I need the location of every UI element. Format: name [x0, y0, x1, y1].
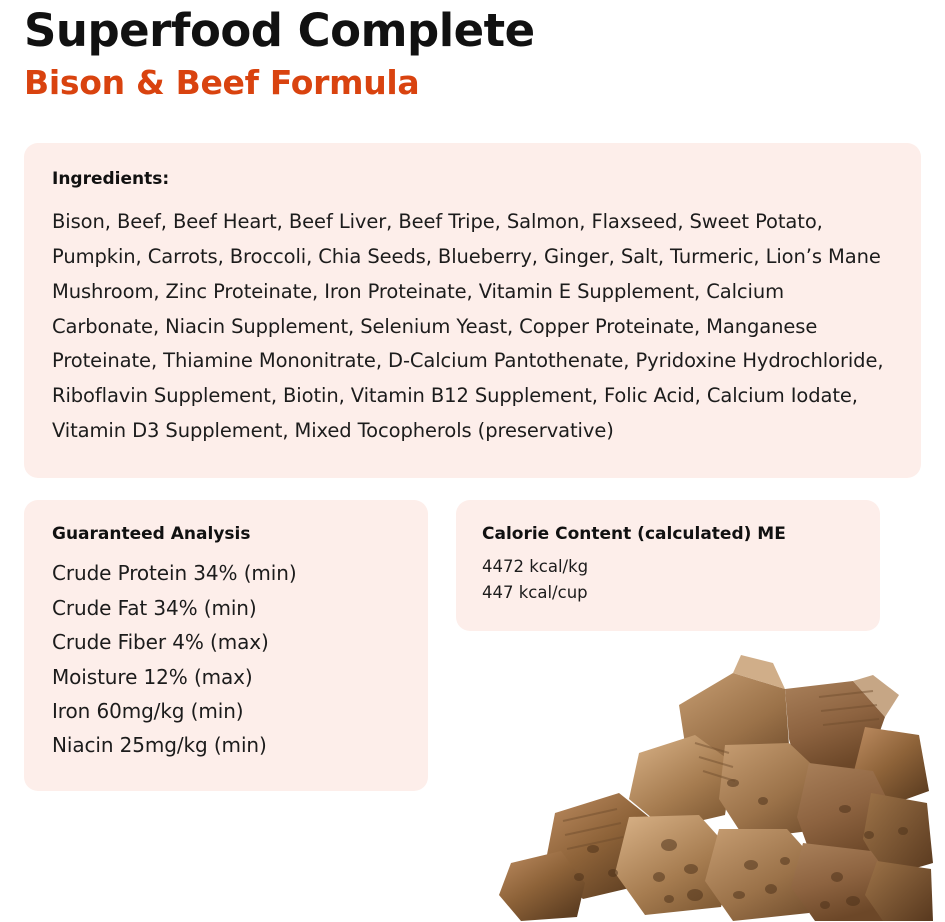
calorie-per-kg: 4472 kcal/kg: [482, 557, 589, 577]
lower-panels-row: [24, 500, 921, 790]
calorie-content-panel: [456, 500, 880, 631]
calorie-per-cup: 447 kcal/cup: [482, 582, 588, 602]
list-item: Iron 60mg/kg (min): [52, 698, 244, 723]
page-header: [24, 0, 921, 101]
ingredients-text: Bison, Beef, Beef Heart, Beef Liver, Beef Tripe, Salmon, Flaxseed, Sweet Potato, Pumpkin, Carrots, Broccoli, Chia Seeds, Blueberry, Ginger, Salt, Turmeric, Lion’s Mane Mushroom, Zinc Proteinate, Iron Proteinate, Vitamin E Supplement, Calcium Carbonate, Niacin Supplement, Selenium Yeast, Copper Proteinate, Manganese Proteinate, Thiamine Mononitrate, D-Calcium Pantothenate, Pyridoxine Hydrochloride, Riboflavin Supplement, Biotin, Vitamin B12 Supplement, Folic Acid, Calcium Iodate, Vitamin D3 Supplement, Mixed Tocopherols (preservative): [52, 210, 884, 442]
calorie-content-heading: Calorie Content (calculated) ME: [482, 524, 786, 545]
ingredients-panel: [24, 143, 921, 478]
page-subtitle: Bison & Beef Formula: [24, 62, 420, 102]
list-item: Moisture 12% (max): [52, 664, 253, 689]
list-item: Crude Fat 34% (min): [52, 595, 257, 620]
ingredients-heading: Ingredients:: [52, 169, 170, 190]
guaranteed-analysis-panel: [24, 500, 428, 790]
page-title: Superfood Complete: [24, 4, 535, 57]
list-item: Niacin 25mg/kg (min): [52, 733, 267, 758]
guaranteed-analysis-list: [52, 556, 400, 762]
list-item: Crude Protein 34% (min): [52, 561, 297, 586]
list-item: Crude Fiber 4% (max): [52, 630, 269, 655]
guaranteed-analysis-heading: Guaranteed Analysis: [52, 524, 251, 545]
